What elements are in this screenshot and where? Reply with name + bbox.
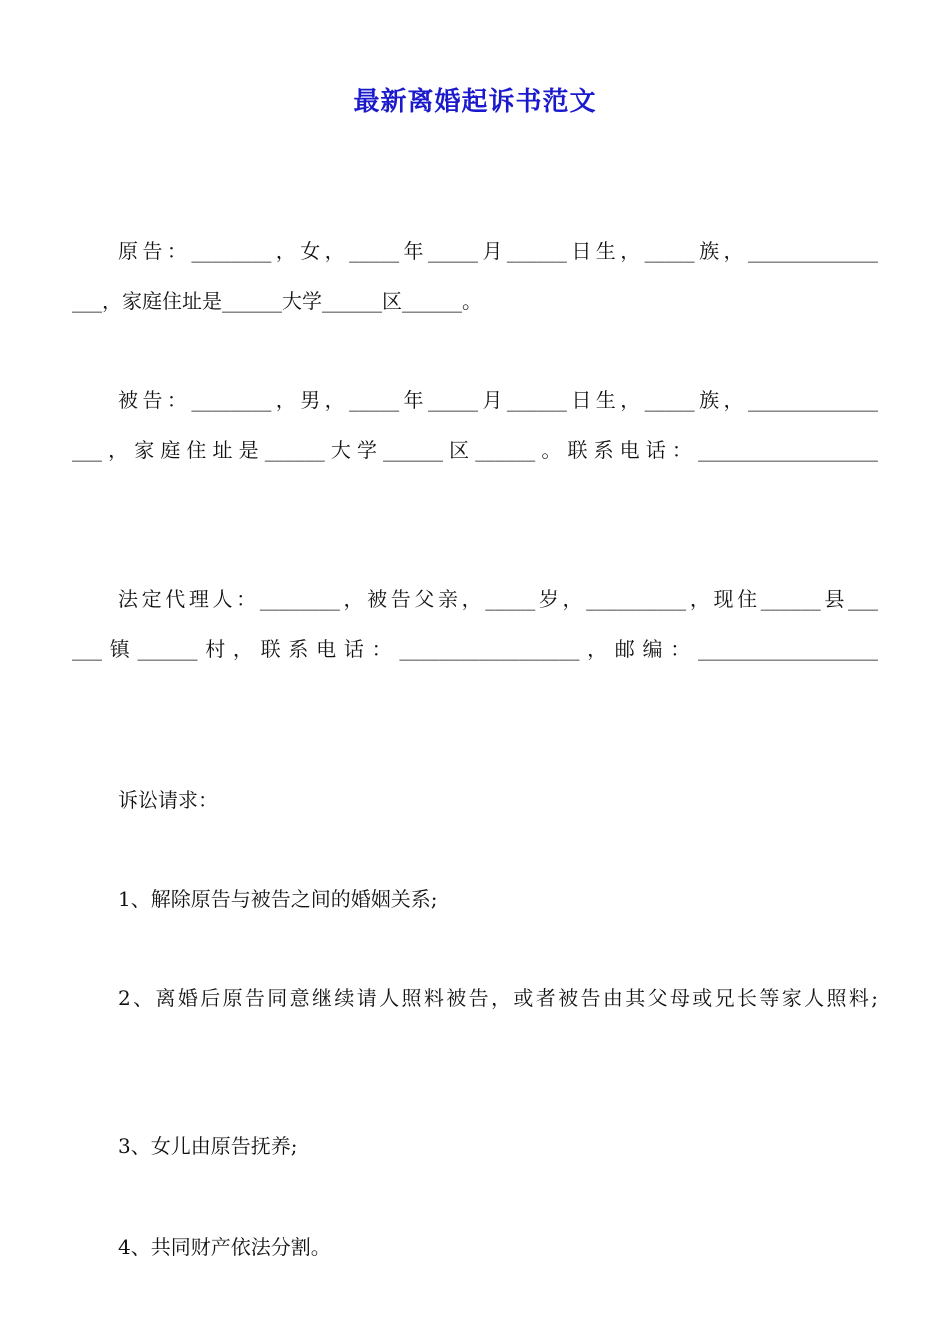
claim-item-2: 2、离婚后原告同意继续请人照料被告，或者被告由其父母或兄长等家人照料; (118, 986, 878, 1010)
plaintiff-line-2: ___，家庭住址是______大学______区______。 (72, 289, 482, 313)
plaintiff-line-1: 原告：________，女，_____年_____月______日生，_____族，_____________ (118, 239, 878, 263)
claims-heading: 诉讼请求： (118, 788, 218, 812)
agent-line-2: ___镇______村，联系电话：__________________，邮编：__________________ (72, 637, 878, 661)
claim-item-3: 3、女儿由原告抚养; (118, 1134, 298, 1158)
claim-item-4: 4、共同财产依法分割。 (118, 1235, 331, 1259)
defendant-line-1: 被告：________，男，_____年_____月______日生，_____族，_____________ (118, 388, 878, 412)
defendant-line-2: ___，家庭住址是______大学______区______。联系电话：__________________ (72, 438, 878, 462)
claim-item-1: 1、解除原告与被告之间的婚姻关系; (118, 887, 438, 911)
document-title: 最新离婚起诉书范文 (353, 87, 597, 117)
agent-line-1: 法定代理人：________，被告父亲，_____岁，__________，现住______县___ (118, 587, 878, 611)
